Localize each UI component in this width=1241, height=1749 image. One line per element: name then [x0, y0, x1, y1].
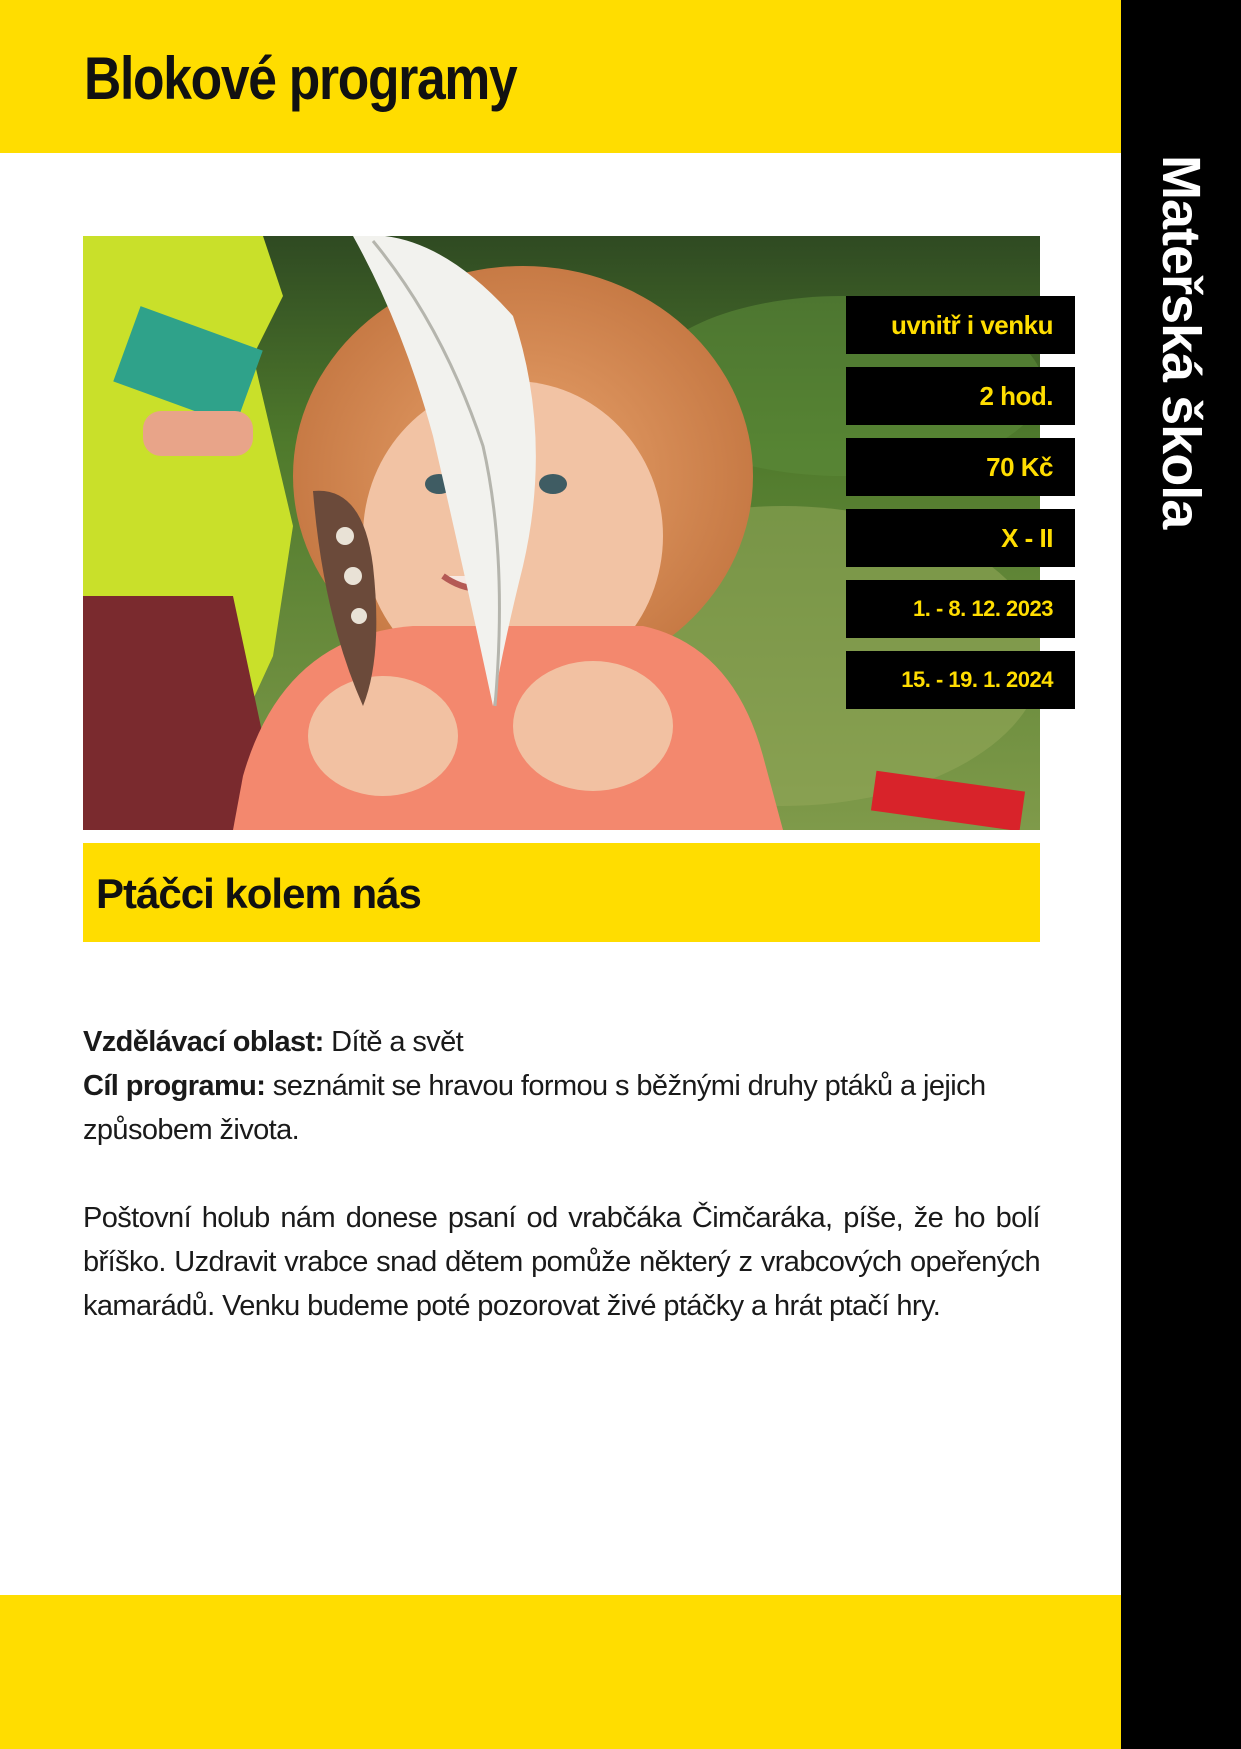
tag-date-2: 15. - 19. 1. 2024 [846, 651, 1075, 709]
program-info [83, 1020, 1040, 1328]
goal-value: seznámit se hravou formou s běžnými druhy ptáků a jejich způsobem života. [83, 1070, 986, 1146]
tag-price: 70 Kč [846, 438, 1075, 496]
goal-line [83, 1064, 1040, 1152]
area-line [83, 1020, 1040, 1064]
tag-date-1: 1. - 8. 12. 2023 [846, 580, 1075, 638]
area-value: Dítě a svět [331, 1026, 464, 1058]
tag-season: X - II [846, 509, 1075, 567]
program-title-band [83, 843, 1040, 942]
footer-band [0, 1595, 1121, 1749]
goal-label: Cíl programu: [83, 1070, 266, 1102]
tag-location: uvnitř i venku [846, 296, 1075, 354]
side-label: Mateřská škola [1151, 155, 1211, 529]
program-title: Ptáčci kolem nás [96, 870, 421, 917]
page-title: Blokové programy [84, 45, 517, 112]
program-tags [846, 296, 1075, 722]
tag-duration: 2 hod. [846, 367, 1075, 425]
area-label: Vzdělávací oblast: [83, 1026, 324, 1058]
program-description: Poštovní holub nám donese psaní od vrabčáka Čimčaráka, píše, že ho bolí bříško. Uzdravit vrabce snad dětem pomůže některý z vrabcových opeřených kamarádů. Venku budeme poté pozorovat živé ptáčky a hrát ptačí hry. [83, 1202, 1040, 1322]
